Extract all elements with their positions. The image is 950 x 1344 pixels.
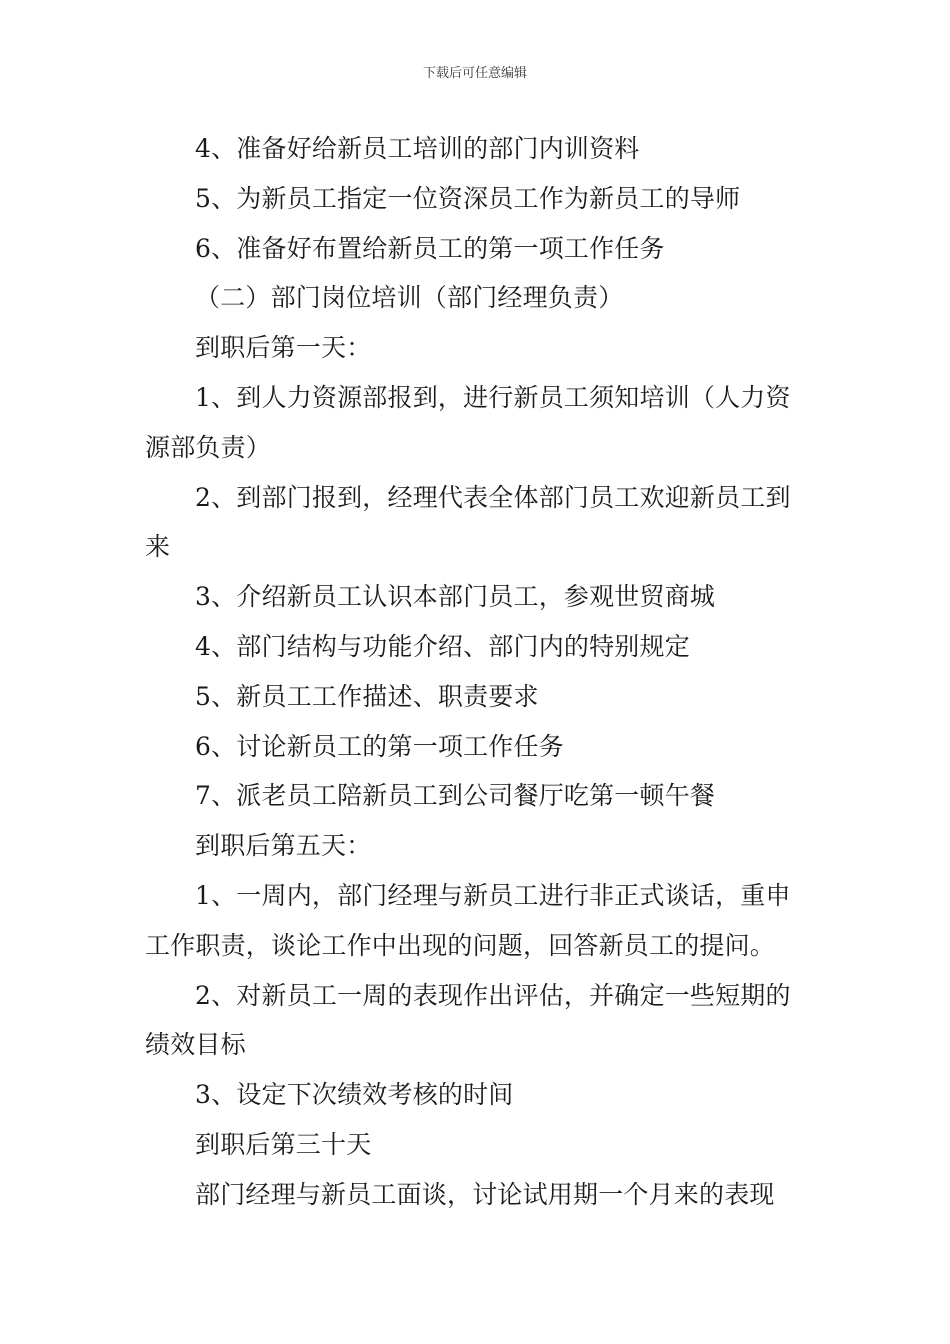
paragraph: 3、介绍新员工认识本部门员工，参观世贸商城: [195, 582, 716, 612]
page-header: 下载后可任意编辑: [422, 66, 527, 81]
paragraph: 6、准备好布置给新员工的第一项工作任务: [195, 233, 665, 263]
paragraph: 2、到部门报到，经理代表全体部门员工欢迎新员工到来: [145, 482, 791, 562]
paragraph: 6、讨论新员工的第一项工作任务: [195, 731, 564, 761]
paragraph: 5、为新员工指定一位资深员工作为新员工的导师: [195, 183, 741, 213]
paragraph: 到职后第三十天: [195, 1129, 372, 1159]
paragraph: 部门经理与新员工面谈，讨论试用期一个月来的表现: [195, 1179, 775, 1209]
paragraph: 到职后第一天：: [195, 333, 372, 363]
paragraph: 1、一周内，部门经理与新员工进行非正式谈话，重申工作职责，谈论工作中出现的问题，回答新员工的提问。: [145, 880, 791, 960]
paragraph: 4、准备好给新员工培训的部门内训资料: [195, 134, 640, 163]
paragraph: 2、对新员工一周的表现作出评估，并确定一些短期的绩效目标: [145, 980, 791, 1060]
document-body: [145, 124, 805, 1220]
section-heading: （二）部门岗位培训（部门经理负责）: [195, 283, 624, 313]
paragraph: 1、到人力资源部报到，进行新员工须知培训（人力资源部负责）: [145, 382, 791, 462]
paragraph: 7、派老员工陪新员工到公司餐厅吃第一顿午餐: [195, 781, 716, 811]
paragraph: 4、部门结构与功能介绍、部门内的特别规定: [195, 631, 690, 661]
paragraph: 5、新员工工作描述、职责要求: [195, 681, 539, 711]
paragraph: 到职后第五天：: [195, 831, 372, 861]
paragraph: 3、设定下次绩效考核的时间: [195, 1080, 514, 1110]
